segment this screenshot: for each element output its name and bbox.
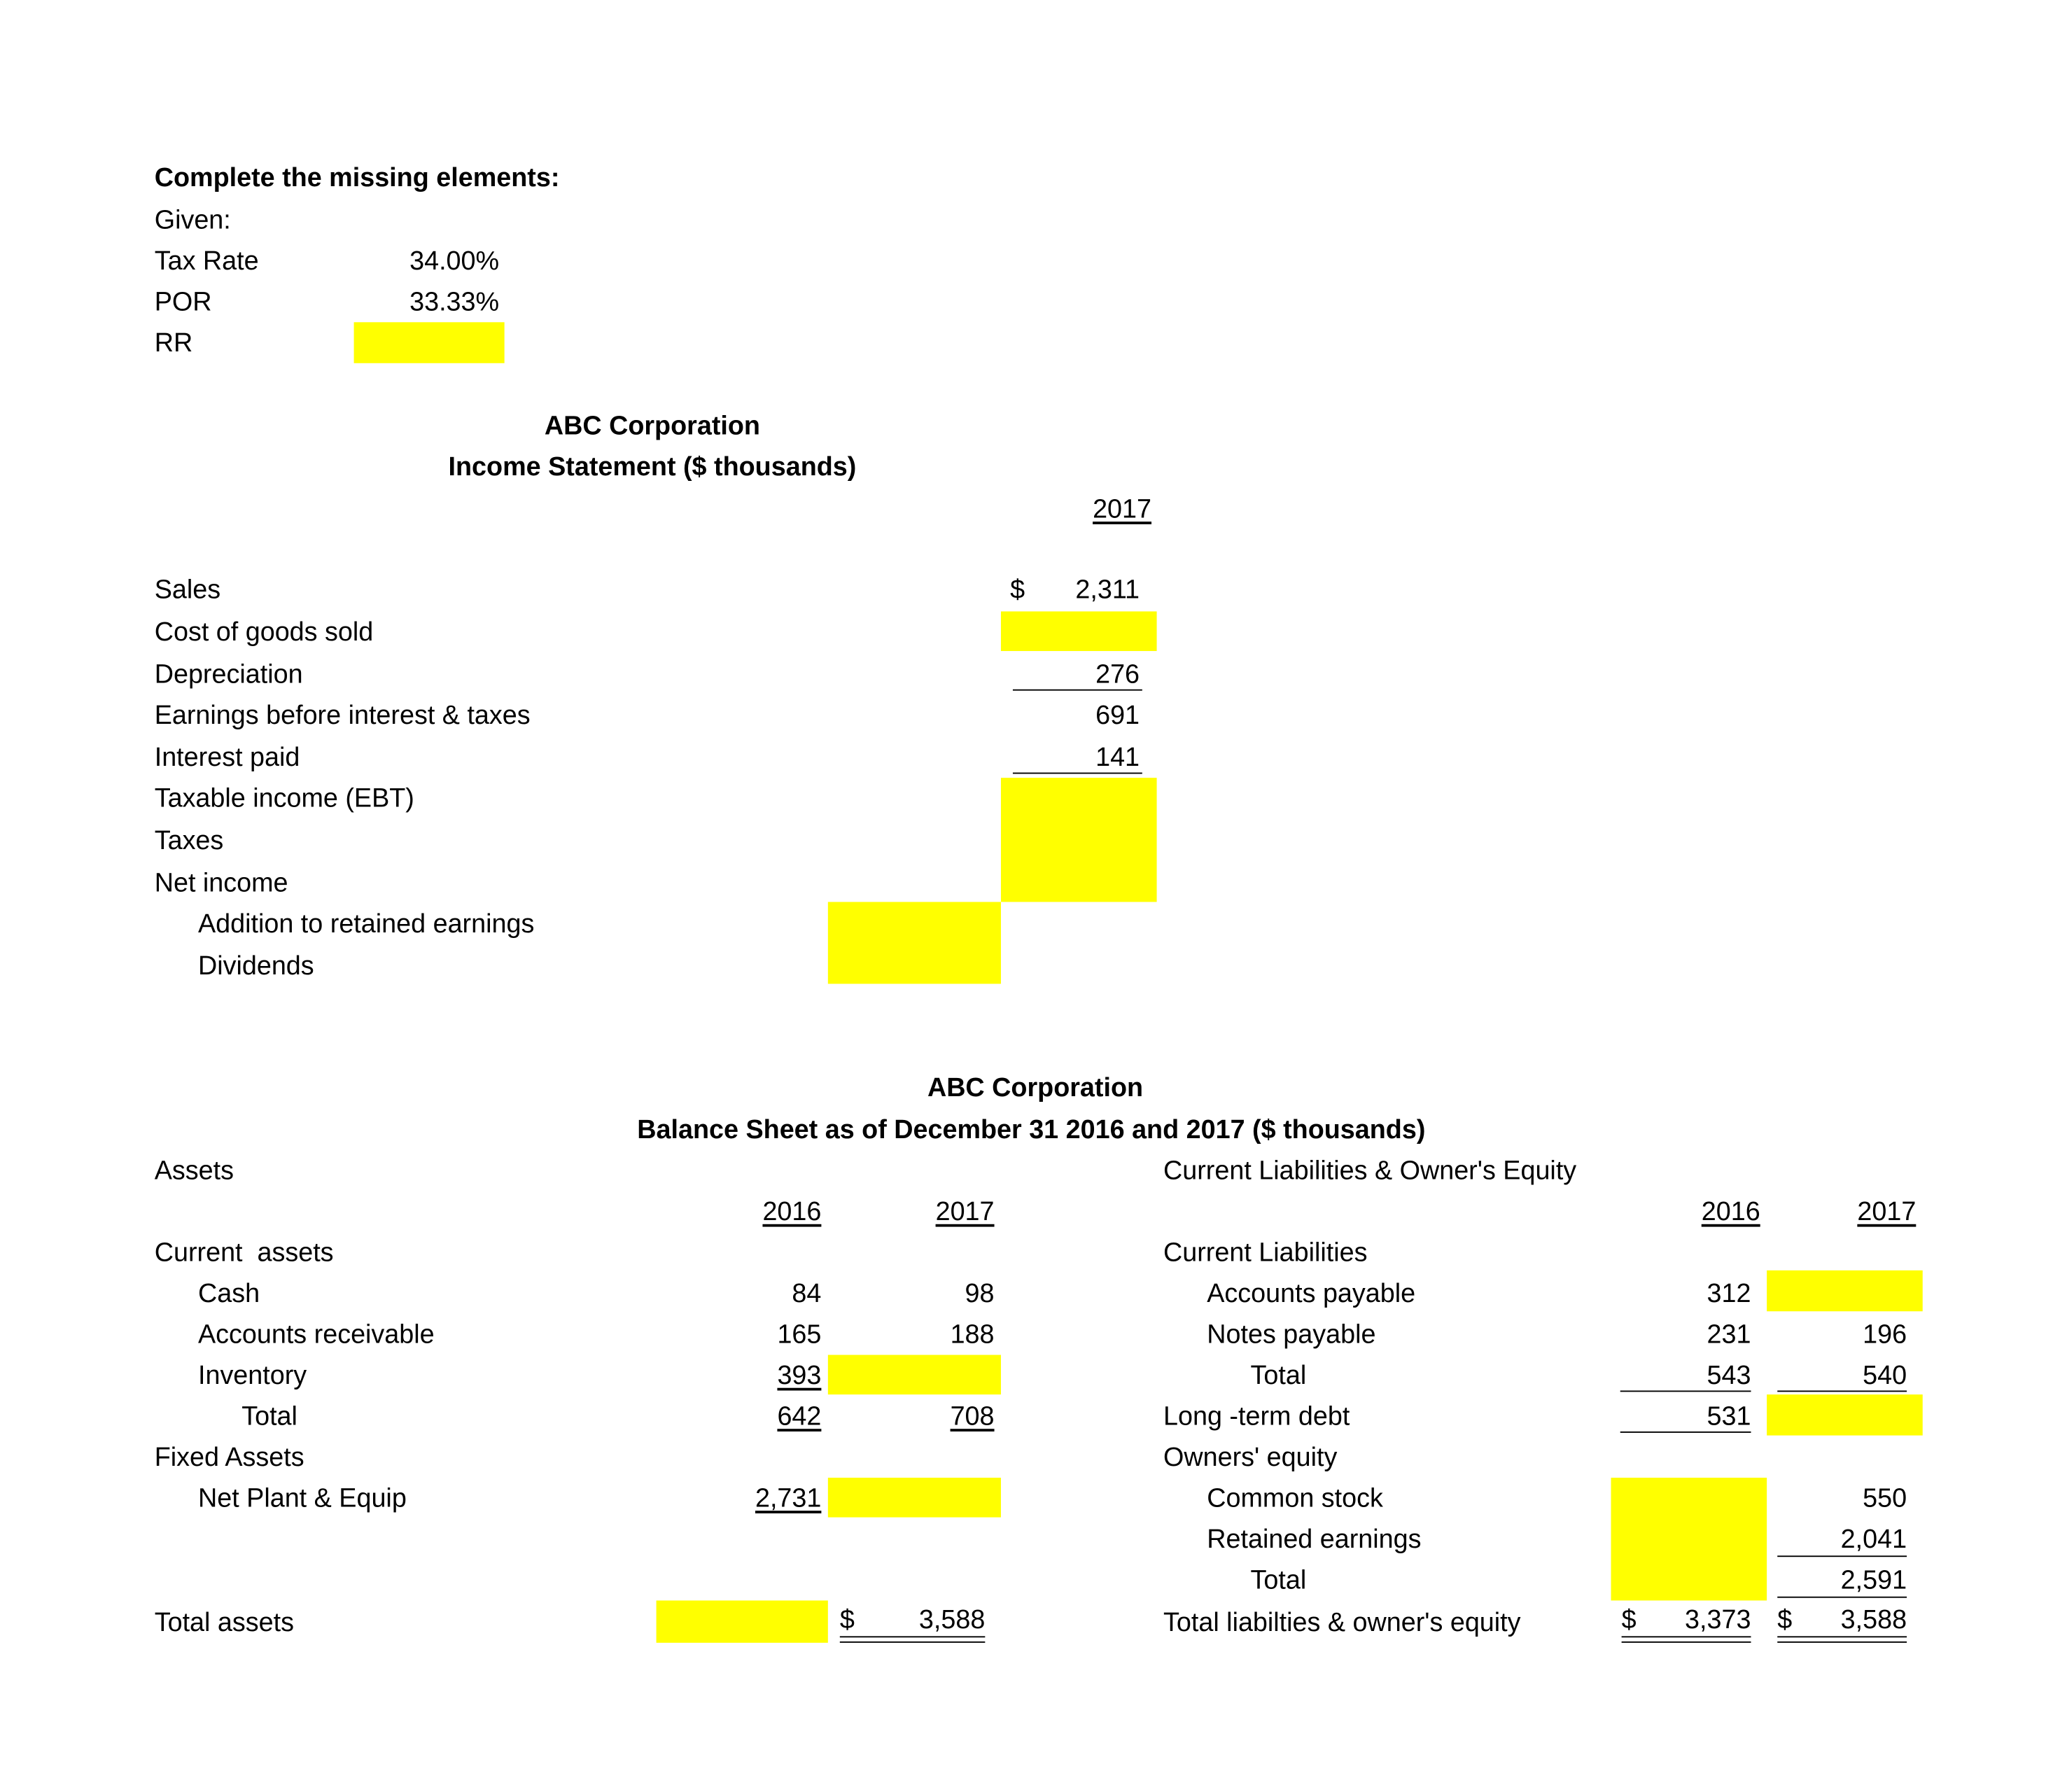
ar-2017: 188 bbox=[950, 1320, 995, 1350]
is-company: ABC Corporation bbox=[544, 412, 760, 442]
is-year: 2017 bbox=[1093, 495, 1152, 524]
current-assets-label: Current assets bbox=[154, 1238, 334, 1268]
liab-year-2016: 2016 bbox=[1701, 1198, 1760, 1227]
cogs-input-cell[interactable] bbox=[1001, 611, 1157, 651]
np-2016: 231 bbox=[1707, 1320, 1751, 1350]
bs-title: Balance Sheet as of December 31 2016 and 2017 ($ thousands) bbox=[637, 1116, 1426, 1145]
rr-label: RR bbox=[154, 328, 193, 358]
underline bbox=[1013, 773, 1142, 774]
inventory-2017-input-cell[interactable] bbox=[828, 1355, 1001, 1395]
double-underline bbox=[1777, 1636, 1907, 1642]
equity-2016-input-cells[interactable] bbox=[1611, 1478, 1767, 1600]
npe-2017-input-cell[interactable] bbox=[828, 1478, 1001, 1518]
inventory-label: Inventory bbox=[197, 1361, 307, 1391]
underline bbox=[1777, 1390, 1907, 1392]
np-2017: 196 bbox=[1863, 1320, 1907, 1350]
current-liab-total-label: Total bbox=[1250, 1361, 1307, 1391]
equity-total-label: Total bbox=[1250, 1566, 1307, 1595]
underline bbox=[1013, 690, 1142, 691]
current-liab-total-2016: 543 bbox=[1707, 1361, 1751, 1391]
ebit-label: Earnings before interest & taxes bbox=[154, 701, 531, 731]
common-stock-2017: 550 bbox=[1863, 1484, 1907, 1513]
liabilities-header: Current Liabilities & Owner's Equity bbox=[1163, 1156, 1577, 1186]
ap-label: Accounts payable bbox=[1207, 1280, 1416, 1309]
cash-2017: 98 bbox=[965, 1280, 995, 1309]
sales-value: 2,311 bbox=[1075, 575, 1140, 606]
assets-year-2017: 2017 bbox=[935, 1198, 995, 1227]
underline bbox=[1777, 1597, 1907, 1598]
total-le-2016: 3,373 bbox=[1685, 1605, 1751, 1635]
addition-re-label: Addition to retained earnings bbox=[197, 909, 535, 939]
rr-input-cell[interactable] bbox=[354, 322, 505, 363]
por-label: POR bbox=[154, 288, 212, 317]
ap-2016: 312 bbox=[1707, 1280, 1751, 1309]
assets-year-2016: 2016 bbox=[762, 1198, 822, 1227]
common-stock-label: Common stock bbox=[1207, 1484, 1383, 1513]
interest-value: 141 bbox=[1095, 743, 1140, 773]
current-assets-total-label: Total bbox=[241, 1402, 297, 1432]
ebit-value: 691 bbox=[1095, 701, 1140, 731]
total-assets-currency: $ bbox=[839, 1605, 855, 1635]
dividends-label: Dividends bbox=[197, 952, 314, 981]
sales-currency: $ bbox=[1010, 575, 1025, 606]
ebt-label: Taxable income (EBT) bbox=[154, 784, 414, 814]
instructions-title: Complete the missing elements: bbox=[154, 163, 560, 193]
addition-re-dividends-input-cells[interactable] bbox=[828, 902, 1001, 983]
retained-earnings-label: Retained earnings bbox=[1207, 1525, 1422, 1555]
inventory-2016: 393 bbox=[777, 1361, 822, 1391]
equity-total-2017: 2,591 bbox=[1840, 1566, 1907, 1595]
owners-equity-label: Owners' equity bbox=[1163, 1443, 1338, 1473]
fixed-assets-label: Fixed Assets bbox=[154, 1443, 304, 1473]
liab-year-2017: 2017 bbox=[1857, 1198, 1917, 1227]
current-liabilities-label: Current Liabilities bbox=[1163, 1238, 1368, 1268]
current-assets-total-2016: 642 bbox=[777, 1402, 822, 1432]
total-le-2016-currency: $ bbox=[1621, 1605, 1637, 1635]
total-le-2017: 3,588 bbox=[1840, 1605, 1907, 1635]
retained-earnings-2017: 2,041 bbox=[1840, 1525, 1907, 1555]
underline bbox=[1620, 1432, 1751, 1433]
ebt-taxes-net-income-input-cells[interactable] bbox=[1001, 778, 1157, 902]
total-assets-2017: 3,588 bbox=[918, 1605, 986, 1635]
total-le-label: Total liabilties & owner's equity bbox=[1163, 1608, 1521, 1638]
cash-label: Cash bbox=[197, 1280, 260, 1309]
given-label: Given: bbox=[154, 206, 231, 235]
ltd-2017-input-cell[interactable] bbox=[1767, 1394, 1923, 1435]
cogs-label: Cost of goods sold bbox=[154, 617, 374, 648]
por-value: 33.33% bbox=[409, 288, 500, 317]
double-underline bbox=[840, 1636, 986, 1642]
underline bbox=[1777, 1555, 1907, 1557]
taxes-label: Taxes bbox=[154, 826, 224, 856]
np-label: Notes payable bbox=[1207, 1320, 1376, 1350]
total-le-2017-currency: $ bbox=[1777, 1605, 1793, 1635]
cash-2016: 84 bbox=[792, 1280, 822, 1309]
depreciation-value: 276 bbox=[1095, 660, 1140, 690]
total-assets-label: Total assets bbox=[154, 1608, 294, 1638]
ap-2017-input-cell[interactable] bbox=[1767, 1270, 1923, 1311]
bs-company: ABC Corporation bbox=[927, 1073, 1144, 1103]
tax-rate-label: Tax Rate bbox=[154, 246, 259, 276]
npe-label: Net Plant & Equip bbox=[197, 1484, 407, 1513]
ltd-label: Long -term debt bbox=[1163, 1402, 1350, 1432]
assets-label: Assets bbox=[154, 1156, 234, 1186]
is-title: Income Statement ($ thousands) bbox=[448, 453, 857, 482]
tax-rate-value: 34.00% bbox=[409, 246, 500, 276]
net-income-label: Net income bbox=[154, 869, 288, 898]
current-assets-total-2017: 708 bbox=[950, 1402, 995, 1432]
ar-2016: 165 bbox=[777, 1320, 822, 1350]
ltd-2016: 531 bbox=[1707, 1402, 1751, 1432]
sales-label: Sales bbox=[154, 575, 221, 606]
interest-label: Interest paid bbox=[154, 743, 300, 773]
npe-2016: 2,731 bbox=[755, 1484, 822, 1513]
underline bbox=[1620, 1390, 1751, 1392]
current-liab-total-2017: 540 bbox=[1863, 1361, 1907, 1391]
double-underline bbox=[1622, 1636, 1751, 1642]
ar-label: Accounts receivable bbox=[197, 1320, 435, 1350]
depreciation-label: Depreciation bbox=[154, 660, 303, 690]
total-assets-2016-input-cell[interactable] bbox=[657, 1600, 828, 1642]
